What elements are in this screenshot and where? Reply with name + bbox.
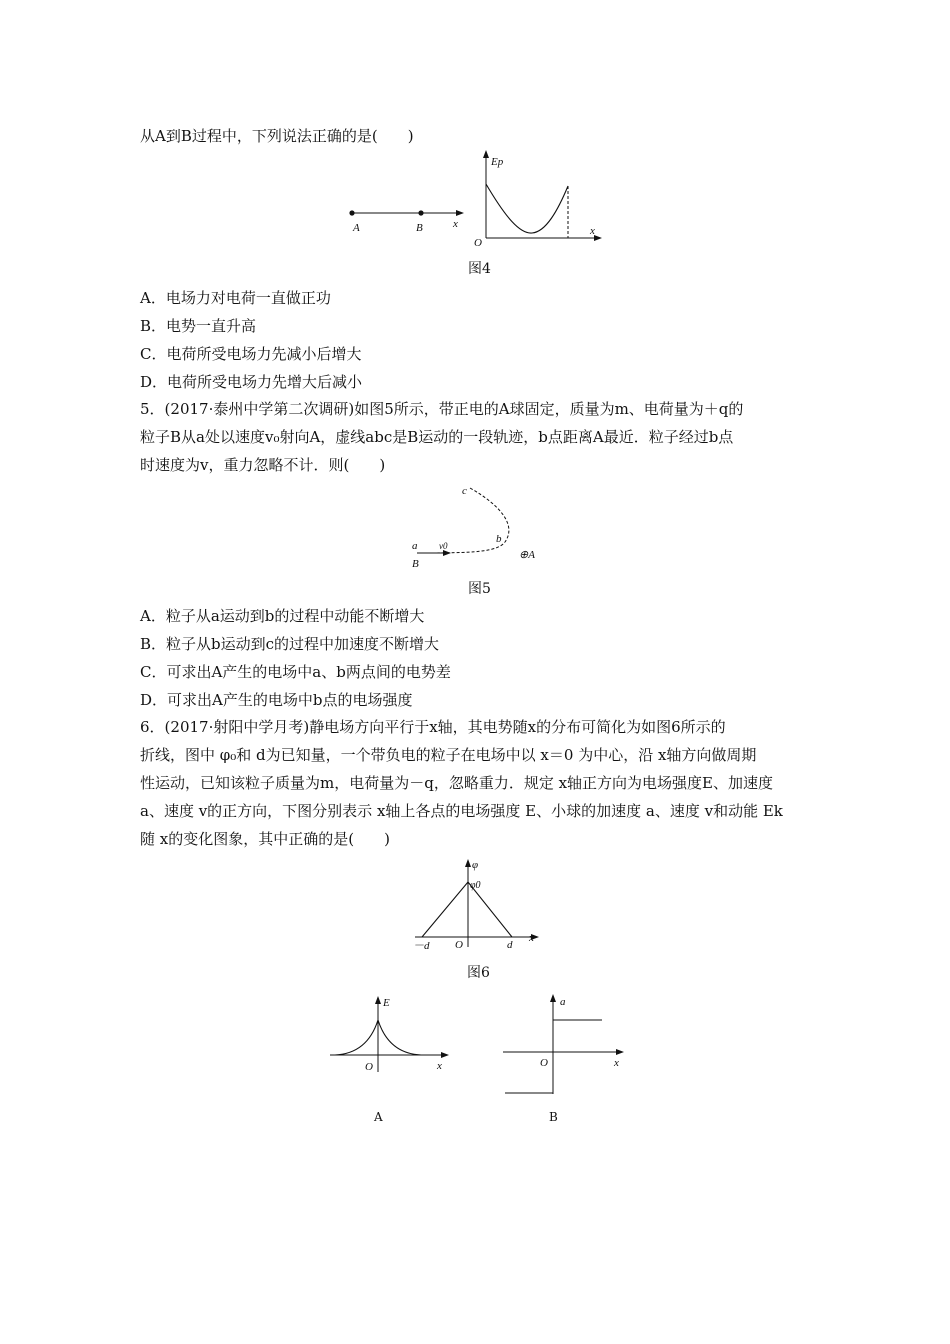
fig5-caption: 图5 <box>468 581 491 597</box>
q4-option-a[interactable]: A．电场力对电荷一直做正功 <box>140 289 331 307</box>
q5-stem-line-3: 时速度为v，重力忽略不计．则( ) <box>140 456 386 474</box>
fig5-label-c: c <box>462 485 467 497</box>
graph-a-e-label: E <box>383 997 390 1009</box>
q6-stem-line-1: 6．(2017·射阳中学月考)静电场方向平行于x轴，其电势随x的分布可简化为如图6所示的 <box>140 718 726 736</box>
q4-stem-end: 从A到B过程中，下列说法正确的是( ) <box>140 127 414 145</box>
graph-a-field-strength <box>325 992 455 1077</box>
fig5-label-particle-b: B <box>412 558 419 570</box>
q4-option-c[interactable]: C．电荷所受电场力先减小后增大 <box>140 345 362 363</box>
q6-stem-line-5: 随 x的变化图象，其中正确的是( ) <box>140 830 390 848</box>
fig4-line-diagram <box>345 200 470 240</box>
fig4-ep-graph <box>470 148 605 250</box>
fig6-x-label: x <box>529 932 534 944</box>
fig6-phi0-label: φ0 <box>470 880 481 891</box>
fig5-label-v0: v0 <box>439 541 448 551</box>
q4-option-b[interactable]: B．电势一直升高 <box>140 317 257 335</box>
fig4-x-label: x <box>590 225 595 237</box>
fig4-ep-label: Ep <box>491 156 504 168</box>
graph-b-caption[interactable]: B <box>549 1110 558 1124</box>
graph-b-origin-label: O <box>540 1057 548 1069</box>
fig5-label-charge-a: ⊕A <box>519 549 535 561</box>
fig6-potential-graph <box>405 855 545 953</box>
q5-option-b[interactable]: B．粒子从b运动到c的过程中加速度不断增大 <box>140 635 440 653</box>
q4-option-d[interactable]: D．电荷所受电场力先增大后减小 <box>140 373 363 391</box>
q6-stem-line-4: a、速度 v的正方向，下图分别表示 x轴上各点的电场强度 E、小球的加速度 a、速度 v和动能 Ek <box>140 802 783 820</box>
graph-a-x-label: x <box>437 1060 442 1072</box>
q6-stem-line-2: 折线，图中 φ₀和 d为已知量，一个带负电的粒子在电场中以 x＝0 为中心，沿 x轴方向做周期 <box>140 746 757 764</box>
fig4-caption: 图4 <box>468 261 491 277</box>
fig4-label-b: B <box>416 222 423 234</box>
q5-stem-line-1: 5．(2017·泰州中学第二次调研)如图5所示，带正电的A球固定，质量为m、电荷量为＋q的 <box>140 400 744 418</box>
fig5-label-b: b <box>496 533 502 545</box>
q6-stem-line-3: 性运动，已知该粒子质量为m，电荷量为－q，忽略重力．规定 x轴正方向为电场强度E、加速度 <box>140 774 774 792</box>
graph-b-x-label: x <box>614 1057 619 1069</box>
fig6-neg-d-label: －d <box>413 940 430 952</box>
fig5-label-a: a <box>412 540 418 552</box>
fig4-origin-label: O <box>474 237 482 249</box>
graph-a-caption[interactable]: A <box>374 1110 383 1124</box>
graph-b-a-label: a <box>560 996 566 1008</box>
q5-option-c[interactable]: C．可求出A产生的电场中a、b两点间的电势差 <box>140 663 451 681</box>
q5-option-a[interactable]: A．粒子从a运动到b的过程中动能不断增大 <box>140 607 425 625</box>
q5-option-d[interactable]: D．可求出A产生的电场中b点的电场强度 <box>140 691 413 709</box>
graph-b-acceleration <box>500 990 630 1100</box>
fig6-d-label: d <box>507 939 513 951</box>
fig6-phi-label: φ <box>472 859 479 871</box>
graph-a-origin-label: O <box>365 1061 373 1073</box>
fig4-label-a: A <box>353 222 360 234</box>
fig5-trajectory-diagram <box>405 480 555 570</box>
fig6-origin-label: O <box>455 939 463 951</box>
fig4-label-x: x <box>453 218 458 230</box>
q5-stem-line-2: 粒子B从a处以速度v₀射向A，虚线abc是B运动的一段轨迹，b点距离A最近．粒子经过b点 <box>140 428 734 446</box>
fig6-caption: 图6 <box>467 965 490 981</box>
